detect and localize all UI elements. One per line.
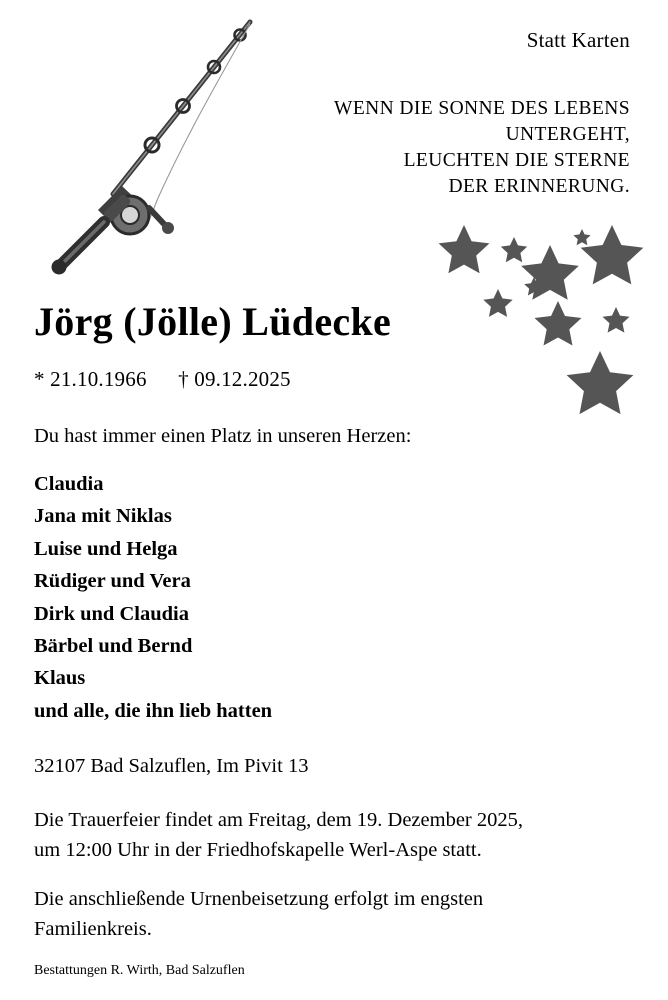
verse-line-2: UNTERGEHT, xyxy=(505,124,630,145)
memorial-verse xyxy=(270,96,630,200)
burial-line-2: Familienkreis. xyxy=(34,918,152,940)
list-item: und alle, die ihn lieb hatten xyxy=(34,699,273,722)
list-item: Jana mit Niklas xyxy=(34,505,172,528)
ceremony-line-2: um 12:00 Uhr in der Friedhofskapelle Werl-Aspe statt. xyxy=(34,839,482,861)
death-date: † 09.12.2025 xyxy=(178,367,291,391)
header-note: Statt Karten xyxy=(526,28,630,52)
list-item: Claudia xyxy=(34,473,104,495)
undertaker-credit: Bestattungen R. Wirth, Bad Salzuflen xyxy=(34,963,245,978)
list-item: Dirk und Claudia xyxy=(34,602,189,625)
burial-line-1: Die anschließende Urnenbeisetzung erfolgt im engsten xyxy=(34,888,484,910)
list-item: Klaus xyxy=(34,667,86,690)
ceremony-line-1: Die Trauerfeier findet am Freitag, dem 19. Dezember 2025, xyxy=(34,809,523,831)
mourners-list xyxy=(34,468,272,727)
fishing-rod-icon xyxy=(18,12,278,282)
life-dates xyxy=(34,367,291,392)
verse-line-4: DER ERINNERUNG. xyxy=(448,176,630,197)
stars-decoration-icon xyxy=(430,215,650,435)
deceased-name: Jörg (Jölle) Lüdecke xyxy=(34,299,392,344)
verse-line-1: WENN DIE SONNE DES LEBENS xyxy=(334,98,630,119)
list-item: Bärbel und Bernd xyxy=(34,635,193,658)
birth-date: * 21.10.1966 xyxy=(34,367,147,391)
address-line: 32107 Bad Salzuflen, Im Pivit 13 xyxy=(34,755,309,777)
list-item: Rüdiger und Vera xyxy=(34,570,191,593)
ceremony-details xyxy=(34,805,644,865)
list-item: Luise und Helga xyxy=(34,537,178,560)
verse-line-3: LEUCHTEN DIE STERNE xyxy=(403,150,630,171)
lead-text: Du hast immer einen Platz in unseren Herzen: xyxy=(34,425,412,447)
burial-details xyxy=(34,884,624,944)
